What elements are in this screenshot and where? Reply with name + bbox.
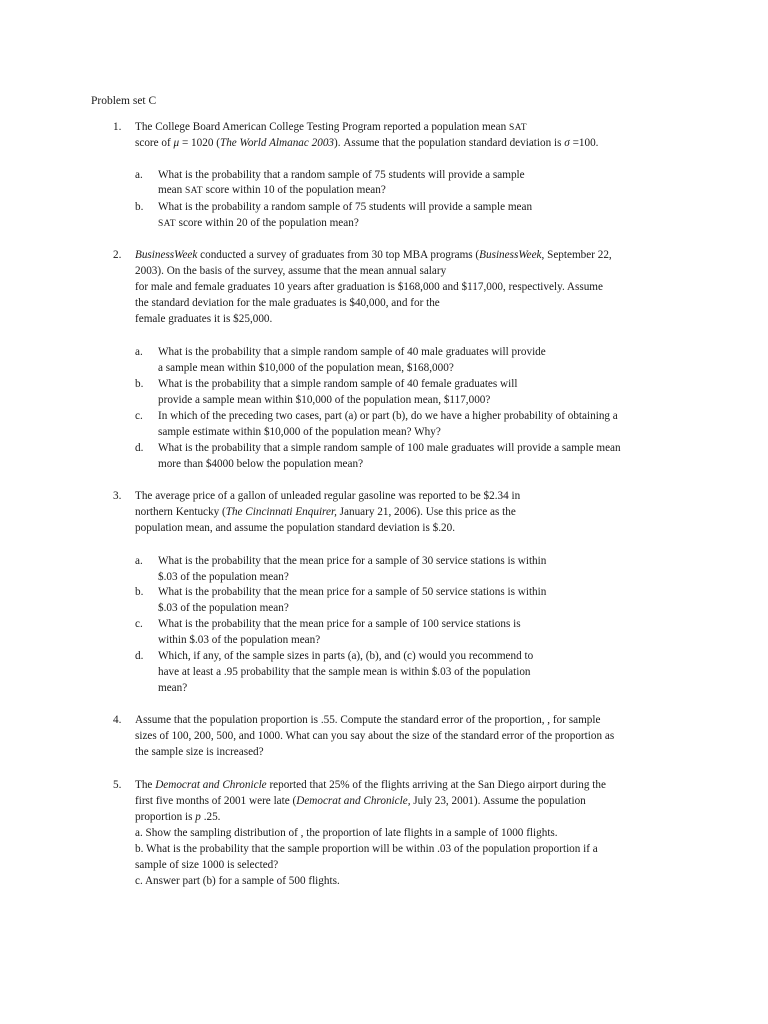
subpart-text-line: sample estimate within $10,000 of the population mean? Why? [158,426,441,438]
subpart-text-line: What is the probability that the mean price for a sample of 50 service stations is within [158,586,547,598]
problem-number: 2. [113,249,122,261]
problem-text-line: for male and female graduates 10 years after graduation is $168,000 and $117,000, respectively. Assume [135,281,603,293]
subpart-text-line: $.03 of the population mean? [158,602,289,614]
problem-text-line: first five months of 2001 were late (Democrat and Chronicle, July 23, 2001). Assume the population [135,795,586,807]
subpart-letter: b. [135,586,144,598]
subpart-text-line: within $.03 of the population mean? [158,634,321,646]
subpart-text-line: What is the probability that a simple random sample of 100 male graduates will provide a sample mean [158,442,621,454]
subpart-text-line: $.03 of the population mean? [158,571,289,583]
subpart-text-line: Which, if any, of the sample sizes in parts (a), (b), and (c) would you recommend to [158,650,534,662]
subpart-text-line: a sample mean within $10,000 of the population mean, $168,000? [158,362,454,374]
problem-text-line: The Democrat and Chronicle reported that 25% of the flights arriving at the San Diego airport during the [135,779,606,791]
problem-text-line: The average price of a gallon of unleaded regular gasoline was reported to be $2.34 in [135,490,521,502]
subpart-text-line: In which of the preceding two cases, part (a) or part (b), do we have a higher probability of obtaining a [158,410,618,422]
subpart-letter: a. [135,555,143,567]
subpart-text-line: What is the probability a random sample of 75 students will provide a sample mean [158,201,533,213]
subpart-text-line: What is the probability that a simple random sample of 40 female graduates will [158,378,518,390]
subpart-letter: c. [135,618,143,630]
problem-text-line: the standard deviation for the male graduates is $40,000, and for the [135,297,440,309]
problem-text-line: sizes of 100, 200, 500, and 1000. What can you say about the size of the standard error of the proportion as [135,730,615,742]
problem-text-line: northern Kentucky (The Cincinnati Enquirer, January 21, 2006). Use this price as the [135,506,516,518]
subpart-text-line: provide a sample mean within $10,000 of the population mean, $117,000? [158,394,491,406]
problem-number: 4. [113,714,122,726]
problem-number: 1. [113,121,122,133]
subpart-text-line: What is the probability that the mean price for a sample of 30 service stations is within [158,555,547,567]
problem-text-line: sample of size 1000 is selected? [135,859,279,871]
problem-text-line: 2003). On the basis of the survey, assume that the mean annual salary [135,265,447,277]
subpart-letter: c. [135,410,143,422]
problem-text-line: proportion is p .25. [135,811,221,823]
subpart-text-line: mean? [158,682,188,694]
problem-text-line: a. Show the sampling distribution of , the proportion of late flights in a sample of 1000 flights. [135,827,558,839]
subpart-letter: b. [135,378,144,390]
problem-text-line: The College Board American College Testing Program reported a population mean SAT [135,121,527,133]
problem-text-line: female graduates it is $25,000. [135,313,273,325]
subpart-text-line: What is the probability that a random sample of 75 students will provide a sample [158,169,525,181]
problem-number: 5. [113,779,122,791]
problem-text-line: the sample size is increased? [135,746,264,758]
subpart-text-line: SAT score within 20 of the population mean? [158,217,359,229]
subpart-text-line: mean SAT score within 10 of the population mean? [158,184,386,196]
problem-text-line: population mean, and assume the population standard deviation is $.20. [135,522,456,534]
problem-text-line: score of μ = 1020 (The World Almanac 2003). Assume that the population standard deviation is σ =100. [135,137,599,149]
problem-text-line: BusinessWeek conducted a survey of graduates from 30 top MBA programs (BusinessWeek, September 22, [135,249,612,261]
problem-text-line: Assume that the population proportion is .55. Compute the standard error of the proportion, , for sample [135,714,601,726]
subpart-text-line: more than $4000 below the population mean? [158,458,364,470]
problem-number: 3. [113,490,122,502]
problem-text-line: b. What is the probability that the sample proportion will be within .03 of the population proportion if a [135,843,598,855]
subpart-text-line: What is the probability that a simple random sample of 40 male graduates will provide [158,346,546,358]
subpart-text-line: have at least a .95 probability that the sample mean is within $.03 of the population [158,666,531,678]
subpart-text-line: What is the probability that the mean price for a sample of 100 service stations is [158,618,521,630]
subpart-letter: a. [135,169,143,181]
subpart-letter: b. [135,201,144,213]
page-title: Problem set C [91,95,157,107]
problem-text-line: c. Answer part (b) for a sample of 500 flights. [135,875,340,887]
subpart-letter: d. [135,650,144,662]
subpart-letter: a. [135,346,143,358]
subpart-letter: d. [135,442,144,454]
